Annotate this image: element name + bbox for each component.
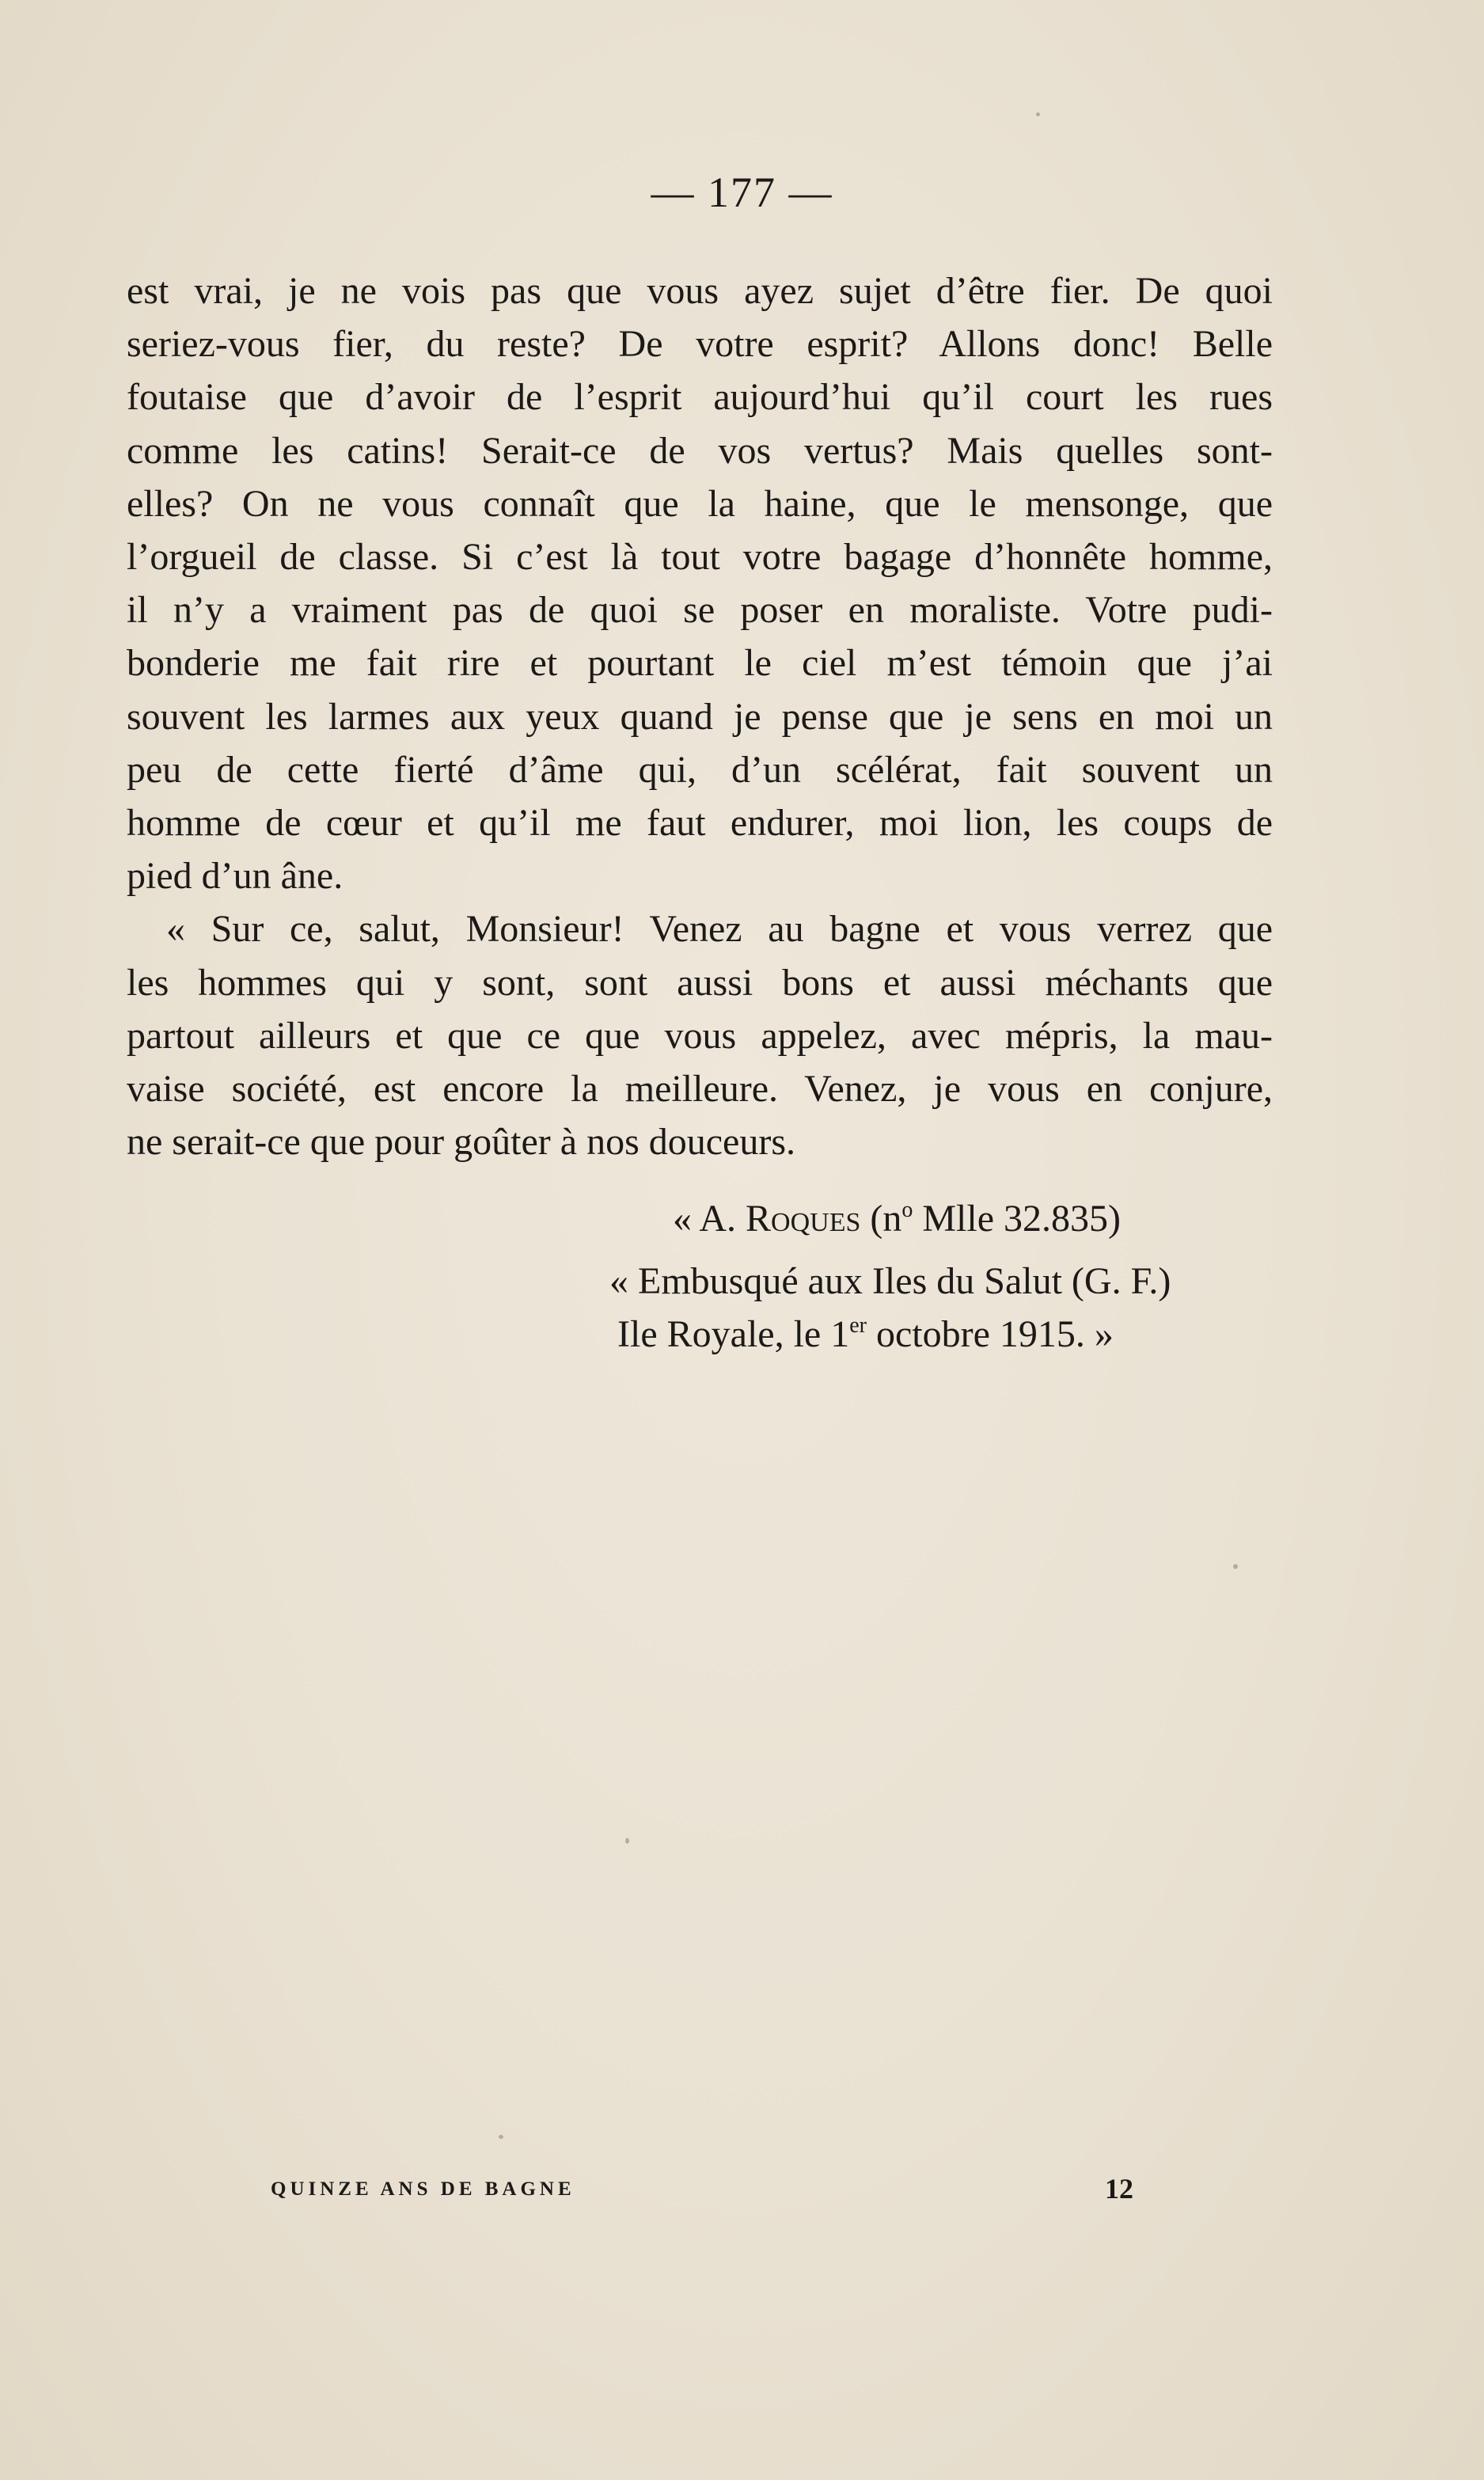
body-line: ne serait-ce que pour goûter à nos douceurs. — [127, 1121, 796, 1164]
body-line: il n’y a vraiment pas de quoi se poser en moraliste. Votre pudi- — [127, 589, 1273, 632]
signature-name — [673, 1192, 1121, 1245]
body-line: comme les catins! Serait-ce de vos vertus? Mais quelles sont- — [127, 429, 1273, 472]
body-line: homme de cœur et qu’il me faut endurer, moi lion, les coups de — [127, 802, 1273, 845]
body-line: vaise société, est encore la meilleure. Venez, je vous en conjure, — [127, 1068, 1273, 1111]
footer-signature-mark: 12 — [1105, 2173, 1133, 2205]
paper-speck — [1036, 112, 1040, 116]
page-number: — 177 — — [651, 169, 833, 216]
body-line: elles? On ne vous connaît que la haine, que le mensonge, que — [127, 482, 1273, 525]
body-line: souvent les larmes aux yeux quand je pense que je sens en moi un — [127, 695, 1273, 738]
body-text — [127, 264, 1273, 1168]
paper-speck — [499, 2135, 503, 2139]
signature-date — [617, 1308, 1273, 1361]
body-line: les hommes qui y sont, sont aussi bons et aussi méchants que — [127, 961, 1273, 1004]
signature-date-sup: er — [849, 1313, 867, 1338]
signature-detail-pre: (n — [870, 1198, 902, 1240]
paper-speck — [1233, 1564, 1238, 1569]
footer-book-title: QUINZE ANS DE BAGNE — [271, 2178, 575, 2200]
body-line: pied d’un âne. — [127, 855, 343, 898]
body-line: partout ailleurs et que ce que vous appelez, avec mépris, la mau- — [127, 1014, 1273, 1057]
signature-name-open: « A. — [673, 1198, 737, 1240]
body-line: est vrai, je ne vois pas que vous ayez sujet d’être fier. De quoi — [127, 270, 1273, 312]
body-line: foutaise que d’avoir de l’esprit aujourd’hui qu’il court les rues — [127, 376, 1273, 419]
signature-surname: Roques — [746, 1198, 861, 1240]
signature-detail-sup: o — [901, 1198, 913, 1222]
body-line: l’orgueil de classe. Si c’est là tout votre bagage d’honnête homme, — [127, 536, 1273, 579]
body-line: bonderie me fait rire et pourtant le ciel m’est témoin que j’ai — [127, 642, 1273, 685]
body-line: peu de cette fierté d’âme qui, d’un scélérat, fait souvent un — [127, 748, 1273, 791]
signature-detail-post: Mlle 32.835) — [913, 1198, 1121, 1240]
signature-place: « Embusqué aux Iles du Salut (G. F.) — [609, 1260, 1171, 1302]
paper-speck — [625, 1838, 629, 1844]
body-line: seriez-vous fier, du reste? De votre esprit? Allons donc! Belle — [127, 323, 1273, 366]
signature-date-pre: Ile Royale, le 1 — [617, 1313, 850, 1355]
body-line: « Sur ce, salut, Monsieur! Venez au bagne et vous verrez que — [166, 908, 1273, 951]
signature-date-post: octobre 1915. » — [867, 1313, 1114, 1355]
